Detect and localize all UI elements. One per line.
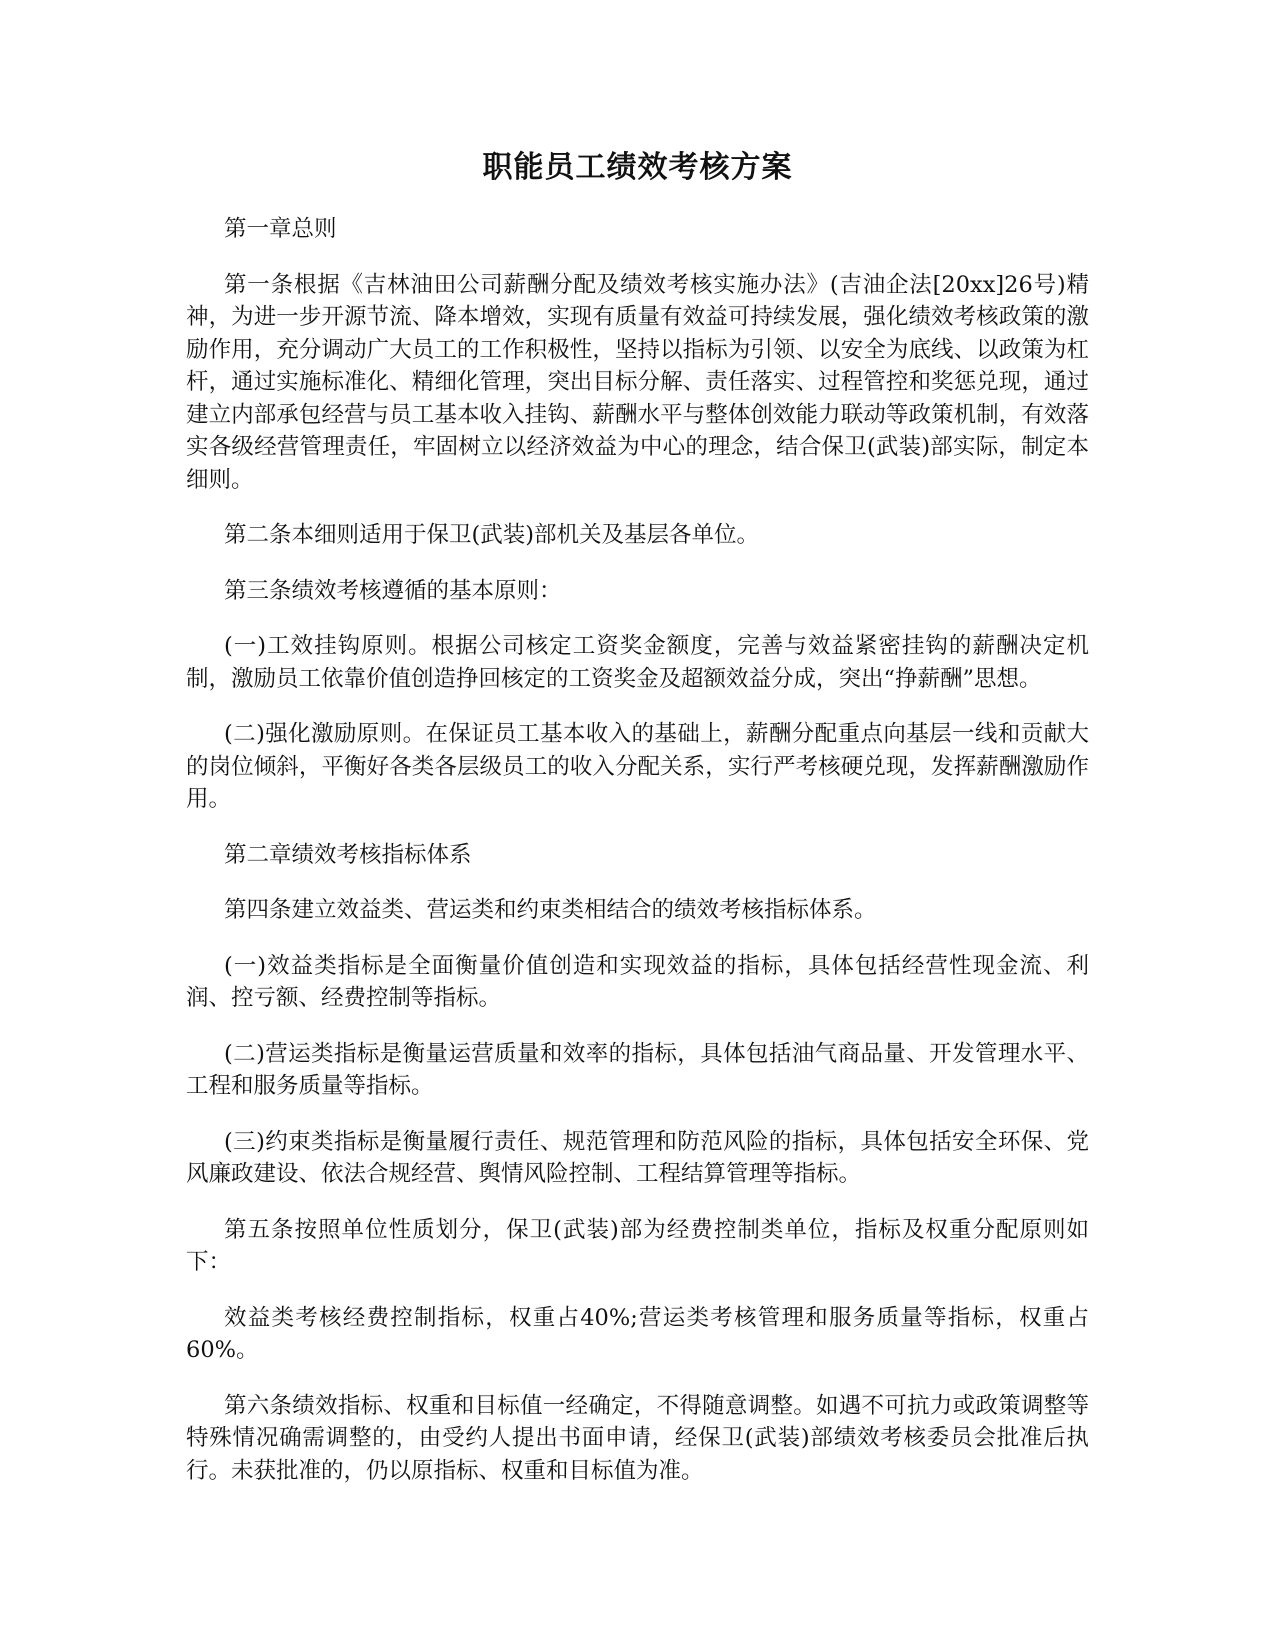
article-6: 第六条绩效指标、权重和目标值一经确定，不得随意调整。如遇不可抗力或政策调整等特殊情况确需调整的，由受约人提出书面申请，经保卫(武装)部绩效考核委员会批准后执行。未获批准的，仍以原指标、权重和目标值为准。 (186, 1392, 1089, 1484)
article-1: 第一条根据《吉林油田公司薪酬分配及绩效考核实施办法》(吉油企法[20xx]26号)精神，为进一步开源节流、降本增效，实现有质量有效益可持续发展，强化绩效考核政策的激励作用，充分调动广大员工的工作积极性，坚持以指标为引领、以安全为底线、以政策为杠杆，通过实施标准化、精细化管理，突出目标分解、责任落实、过程管控和奖惩兑现，通过建立内部承包经营与员工基本收入挂钩、薪酬水平与整体创效能力联动等政策机制，有效落实各级经营管理责任，牢固树立以经济效益为中心的理念，结合保卫(武装)部实际，制定本细则。 (186, 271, 1089, 493)
document-title: 职能员工绩效考核方案 (482, 150, 793, 185)
chapter-2-heading: 第二章绩效考核指标体系 (224, 841, 472, 868)
article-5-weights: 效益类考核经费控制指标，权重占40%;营运类考核管理和服务质量等指标，权重占60%。 (186, 1304, 1089, 1363)
article-3-item-1: (一)工效挂钩原则。根据公司核定工资奖金额度，完善与效益紧密挂钩的薪酬决定机制，激励员工依靠价值创造挣回核定的工资奖金及超额效益分成，突出“挣薪酬”思想。 (186, 633, 1089, 692)
article-3: 第三条绩效考核遵循的基本原则： (224, 577, 562, 604)
article-3-item-2: (二)强化激励原则。在保证员工基本收入的基础上，薪酬分配重点向基层一线和贡献大的岗位倾斜，平衡好各类各层级员工的收入分配关系，实行严考核硬兑现，发挥薪酬激励作用。 (186, 721, 1089, 812)
document-body (186, 213, 1089, 1510)
article-4-item-3: (三)约束类指标是衡量履行责任、规范管理和防范风险的指标，具体包括安全环保、党风廉政建设、依法合规经营、舆情风险控制、工程结算管理等指标。 (186, 1128, 1089, 1187)
article-5: 第五条按照单位性质划分，保卫(武装)部为经费控制类单位，指标及权重分配原则如下： (186, 1216, 1089, 1275)
article-4-item-2: (二)营运类指标是衡量运营质量和效率的指标，具体包括油气商品量、开发管理水平、工程和服务质量等指标。 (186, 1040, 1089, 1099)
article-2: 第二条本细则适用于保卫(武装)部机关及基层各单位。 (224, 522, 760, 548)
article-4: 第四条建立效益类、营运类和约束类相结合的绩效考核指标体系。 (224, 897, 877, 923)
article-4-item-1: (一)效益类指标是全面衡量价值创造和实现效益的指标，具体包括经营性现金流、利润、控亏额、经费控制等指标。 (186, 952, 1089, 1011)
chapter-1-heading: 第一章总则 (224, 216, 337, 242)
